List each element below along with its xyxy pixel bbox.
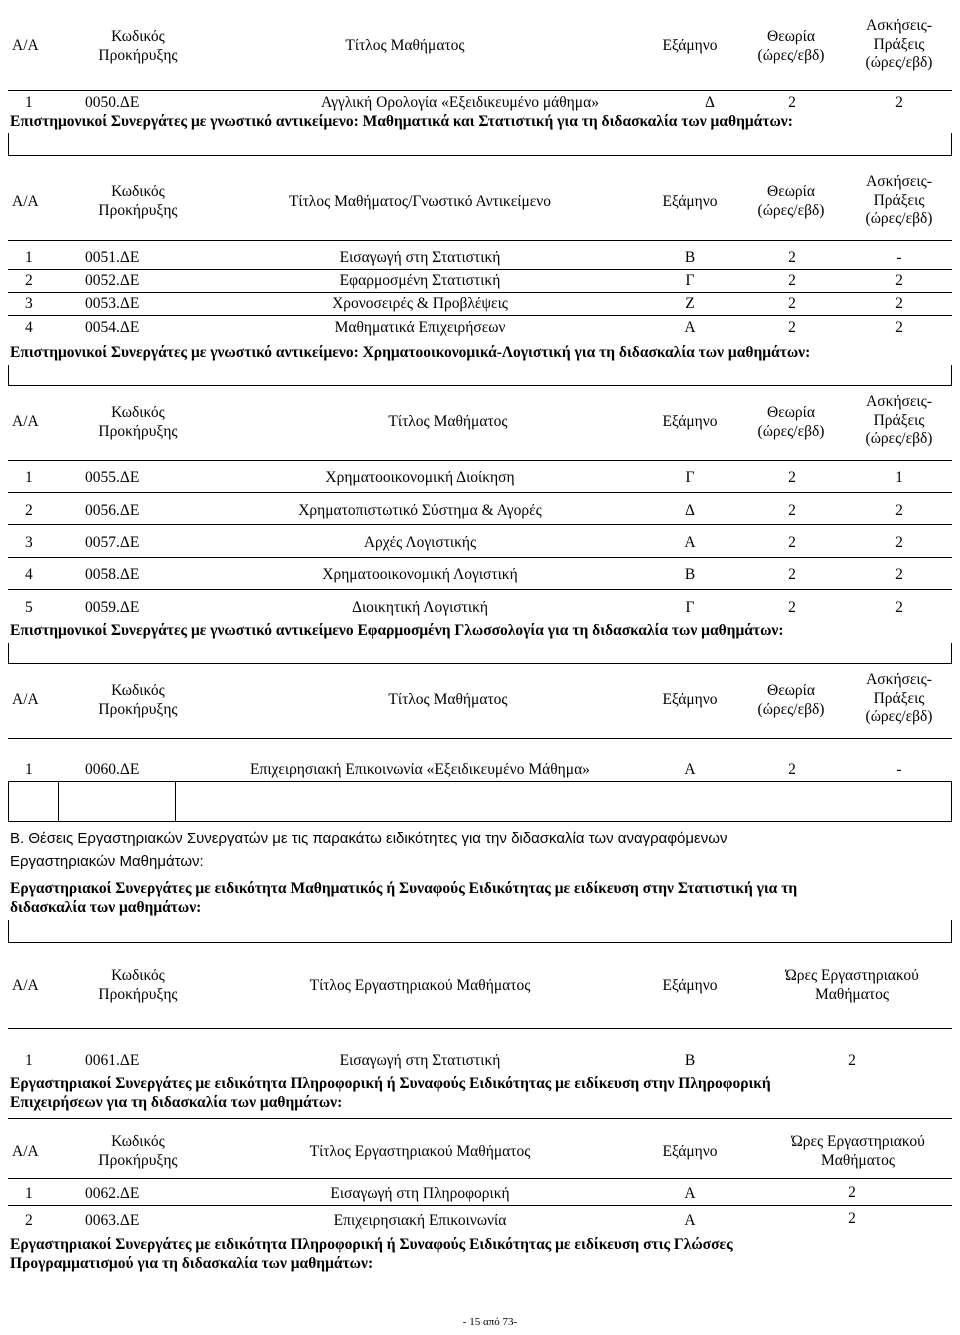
table-rule <box>8 524 952 525</box>
t4-r1-sem: Α <box>684 761 696 778</box>
t2-r1-ex: - <box>896 249 902 266</box>
t3-r4-title: Χρηματοοικονομική Λογιστική <box>322 566 518 583</box>
t2-r2-aa: 2 <box>25 272 33 289</box>
t2-r4-aa: 4 <box>25 319 33 336</box>
frame-line <box>951 133 952 155</box>
t1-r1-sem: Δ <box>705 94 715 111</box>
t6-r1-code: 0062.ΔΕ <box>85 1185 140 1202</box>
t2-r3-th: 2 <box>788 295 796 312</box>
table-rule <box>8 292 952 293</box>
t3-r5-th: 2 <box>788 599 796 616</box>
header-aa: Α/Α <box>12 977 39 994</box>
table-rule <box>8 1118 952 1119</box>
t3-r2-code: 0056.ΔΕ <box>85 502 140 519</box>
frame-line <box>8 643 9 663</box>
t2-r4-th: 2 <box>788 319 796 336</box>
t3-r4-ex: 2 <box>895 566 903 583</box>
table-rule <box>8 90 952 91</box>
header-title: Τίτλος Μαθήματος <box>388 413 508 430</box>
t1-r1-code: 0050.ΔΕ <box>85 94 140 111</box>
header-title: Τίτλος Μαθήματος <box>388 691 508 708</box>
lab-programming-line1: Εργαστηριακοί Συνεργάτες με ειδικότητα Πληροφορική ή Συναφούς Ειδικότητας με ειδίκευση στις Γλώσσες <box>10 1236 733 1253</box>
header-title-subject: Τίτλος Μαθήματος/Γνωστικό Αντικείμενο <box>288 193 552 210</box>
table-rule <box>8 269 952 270</box>
t3-r5-aa: 5 <box>25 599 33 616</box>
frame-line <box>951 643 952 663</box>
t3-r1-title: Χρηματοοικονομική Διοίκηση <box>325 469 515 486</box>
table-rule <box>8 385 952 386</box>
t2-r3-sem: Ζ <box>685 295 695 312</box>
t3-r5-code: 0059.ΔΕ <box>85 599 140 616</box>
frame-line <box>8 365 9 385</box>
t2-r2-code: 0052.ΔΕ <box>85 272 140 289</box>
table-rule <box>8 240 952 241</box>
lab-stats-line1: Εργαστηριακοί Συνεργάτες με ειδικότητα Μαθηματικός ή Συναφούς Ειδικότητας με ειδίκευση στην Στατιστική για τη <box>10 880 798 897</box>
t2-r1-title: Εισαγωγή στη Στατιστική <box>339 249 501 266</box>
lab-informatics-line1: Εργαστηριακοί Συνεργάτες με ειδικότητα Πληροφορική ή Συναφούς Ειδικότητας με ειδίκευση στην Πληροφορική <box>10 1075 771 1092</box>
frame-line <box>8 920 9 942</box>
table-rule <box>8 1028 952 1029</box>
header-aa: Α/Α <box>12 37 39 54</box>
t2-r1-aa: 1 <box>25 249 33 266</box>
t3-r2-ex: 2 <box>895 502 903 519</box>
t4-r1-code: 0060.ΔΕ <box>85 761 140 778</box>
header-code: Κωδικός Προκήρυξης <box>98 404 178 440</box>
header-lab-hours: Ώρες Εργαστηριακού Μαθήματος <box>791 1133 925 1169</box>
t2-r3-aa: 3 <box>25 295 33 312</box>
t6-r2-aa: 2 <box>25 1212 33 1229</box>
frame-line <box>175 781 176 821</box>
section-b-heading-line2: Εργαστηριακών Μαθημάτων: <box>10 853 204 870</box>
t3-r2-th: 2 <box>788 502 796 519</box>
header-code: Κωδικός Προκήρυξης <box>98 1133 178 1169</box>
table-rule <box>8 1205 952 1206</box>
table-rule <box>8 315 952 316</box>
t6-r1-aa: 1 <box>25 1185 33 1202</box>
header-aa: Α/Α <box>12 193 39 210</box>
table-rule <box>8 821 952 822</box>
t1-r1-th: 2 <box>788 94 796 111</box>
lab-stats-line2: διδασκαλία των μαθημάτων: <box>10 899 202 916</box>
t2-r1-th: 2 <box>788 249 796 266</box>
t6-r2-title: Επιχειρησιακή Επικοινωνία <box>333 1212 507 1229</box>
t3-r1-code: 0055.ΔΕ <box>85 469 140 486</box>
t2-r3-title: Χρονοσειρές & Προβλέψεις <box>332 295 508 312</box>
t5-r1-title: Εισαγωγή στη Στατιστική <box>339 1052 501 1069</box>
t3-r5-sem: Γ <box>685 599 695 616</box>
t2-r4-ex: 2 <box>895 319 903 336</box>
header-title-lab: Τίτλος Εργαστηριακού Μαθήματος <box>309 977 531 994</box>
t4-r1-ex: - <box>896 761 902 778</box>
t3-r3-sem: Α <box>684 534 696 551</box>
t2-r2-th: 2 <box>788 272 796 289</box>
t3-r3-th: 2 <box>788 534 796 551</box>
t6-r2-sem: Α <box>684 1212 696 1229</box>
t5-r1-sem: Β <box>684 1052 696 1069</box>
t3-r4-code: 0058.ΔΕ <box>85 566 140 583</box>
t2-r4-title: Μαθηματικά Επιχειρήσεων <box>334 319 506 336</box>
header-semester: Εξάμηνο <box>662 1143 718 1160</box>
t2-r2-sem: Γ <box>685 272 695 289</box>
t3-r5-ex: 2 <box>895 599 903 616</box>
t2-r1-code: 0051.ΔΕ <box>85 249 140 266</box>
table-rule <box>8 155 952 156</box>
header-theory: Θεωρία (ώρες/εβδ) <box>757 28 825 64</box>
t6-r2-code: 0063.ΔΕ <box>85 1212 140 1229</box>
t3-r1-sem: Γ <box>685 469 695 486</box>
header-aa: Α/Α <box>12 413 39 430</box>
lab-programming-line2: Προγραμματισμού για τη διδασκαλία των μαθημάτων: <box>10 1255 374 1272</box>
table-rule <box>8 738 952 739</box>
t6-r2-hours: 2 <box>848 1210 856 1227</box>
t3-r3-code: 0057.ΔΕ <box>85 534 140 551</box>
t3-r2-aa: 2 <box>25 502 33 519</box>
header-exercises: Ασκήσεις- Πράξεις (ώρες/εβδ) <box>865 173 933 228</box>
t2-r1-sem: Β <box>684 249 696 266</box>
header-semester: Εξάμηνο <box>662 413 718 430</box>
t3-r3-title: Αρχές Λογιστικής <box>363 534 477 551</box>
t3-r2-sem: Δ <box>685 502 695 519</box>
frame-line <box>951 920 952 942</box>
t3-r5-title: Διοικητική Λογιστική <box>352 599 488 616</box>
t3-r4-th: 2 <box>788 566 796 583</box>
t2-r2-title: Εφαρμοσμένη Στατιστική <box>339 272 501 289</box>
header-aa: Α/Α <box>12 691 39 708</box>
section-b-heading-line1: Β. Θέσεις Εργαστηριακών Συνεργατών με τις παρακάτω ειδικότητες για την διδασκαλία των αναγραφόμενων <box>10 830 728 847</box>
header-title: Τίτλος Μαθήματος <box>345 37 465 54</box>
t6-r1-hours: 2 <box>848 1184 856 1201</box>
header-theory: Θεωρία (ώρες/εβδ) <box>757 404 825 440</box>
t4-r1-aa: 1 <box>25 761 33 778</box>
table-rule <box>8 460 952 461</box>
t2-r4-sem: Α <box>684 319 696 336</box>
t5-r1-hours: 2 <box>848 1052 856 1069</box>
t3-r3-aa: 3 <box>25 534 33 551</box>
t3-r4-aa: 4 <box>25 566 33 583</box>
frame-line <box>58 781 59 821</box>
t5-r1-code: 0061.ΔΕ <box>85 1052 140 1069</box>
table-rule <box>8 557 952 558</box>
t1-r1-aa: 1 <box>25 94 33 111</box>
header-theory: Θεωρία (ώρες/εβδ) <box>757 183 825 219</box>
header-exercises: Ασκήσεις- Πράξεις (ώρες/εβδ) <box>865 393 933 448</box>
t5-r1-aa: 1 <box>25 1052 33 1069</box>
t2-r3-code: 0053.ΔΕ <box>85 295 140 312</box>
table-rule <box>8 942 952 943</box>
header-semester: Εξάμηνο <box>662 193 718 210</box>
frame-line <box>8 781 9 821</box>
frame-line <box>951 365 952 385</box>
t4-r1-title: Επιχειρησιακή Επικοινωνία «Εξειδικευμένο Μάθημα» <box>250 761 590 778</box>
header-title-lab: Τίτλος Εργαστηριακού Μαθήματος <box>309 1143 531 1160</box>
section-finance-accounting: Επιστημονικοί Συνεργάτες με γνωστικό αντικείμενο: Χρηματοοικονομικά-Λογιστική για τη διδασκαλία των μαθημάτων: <box>10 344 811 361</box>
header-semester: Εξάμηνο <box>662 977 718 994</box>
header-lab-hours: Ώρες Εργαστηριακού Μαθήματος <box>785 967 919 1003</box>
t2-r4-code: 0054.ΔΕ <box>85 319 140 336</box>
t3-r4-sem: Β <box>684 566 696 583</box>
header-code: Κωδικός Προκήρυξης <box>98 967 178 1003</box>
t6-r1-title: Εισαγωγή στη Πληροφορική <box>330 1185 510 1202</box>
t2-r3-ex: 2 <box>895 295 903 312</box>
lab-informatics-line2: Επιχειρήσεων για τη διδασκαλία των μαθημάτων: <box>10 1094 343 1111</box>
table-rule <box>8 781 952 782</box>
header-semester: Εξάμηνο <box>662 691 718 708</box>
t4-r1-th: 2 <box>788 761 796 778</box>
table-rule <box>8 1178 952 1179</box>
header-code: Κωδικός Προκήρυξης <box>98 28 178 64</box>
t3-r1-th: 2 <box>788 469 796 486</box>
header-theory: Θεωρία (ώρες/εβδ) <box>757 682 825 718</box>
header-code: Κωδικός Προκήρυξης <box>98 183 178 219</box>
table-rule <box>8 663 952 664</box>
page-number: - 15 από 73- <box>462 1316 518 1328</box>
table-rule <box>8 589 952 590</box>
section-applied-linguistics: Επιστημονικοί Συνεργάτες με γνωστικό αντικείμενο Εφαρμοσμένη Γλωσσολογία για τη διδασκαλία των μαθημάτων: <box>10 622 784 639</box>
t3-r1-aa: 1 <box>25 469 33 486</box>
t1-r1-ex: 2 <box>895 94 903 111</box>
t3-r1-ex: 1 <box>895 469 903 486</box>
header-aa: Α/Α <box>12 1143 39 1160</box>
header-semester: Εξάμηνο <box>662 37 718 54</box>
table-rule <box>8 492 952 493</box>
t1-r1-title: Αγγλική Ορολογία «Εξειδικευμένο μάθημα» <box>321 94 599 111</box>
header-exercises: Ασκήσεις- Πράξεις (ώρες/εβδ) <box>865 17 933 72</box>
t6-r1-sem: Α <box>684 1185 696 1202</box>
t2-r2-ex: 2 <box>895 272 903 289</box>
section-math-stats: Επιστημονικοί Συνεργάτες με γνωστικό αντικείμενο: Μαθηματικά και Στατιστική για τη διδασκαλία των μαθημάτων: <box>10 113 793 130</box>
frame-line <box>951 781 952 821</box>
t3-r3-ex: 2 <box>895 534 903 551</box>
header-exercises: Ασκήσεις- Πράξεις (ώρες/εβδ) <box>865 671 933 726</box>
frame-line <box>8 133 9 155</box>
t3-r2-title: Χρηματοπιστωτικό Σύστημα & Αγορές <box>298 502 542 519</box>
header-code: Κωδικός Προκήρυξης <box>98 682 178 718</box>
